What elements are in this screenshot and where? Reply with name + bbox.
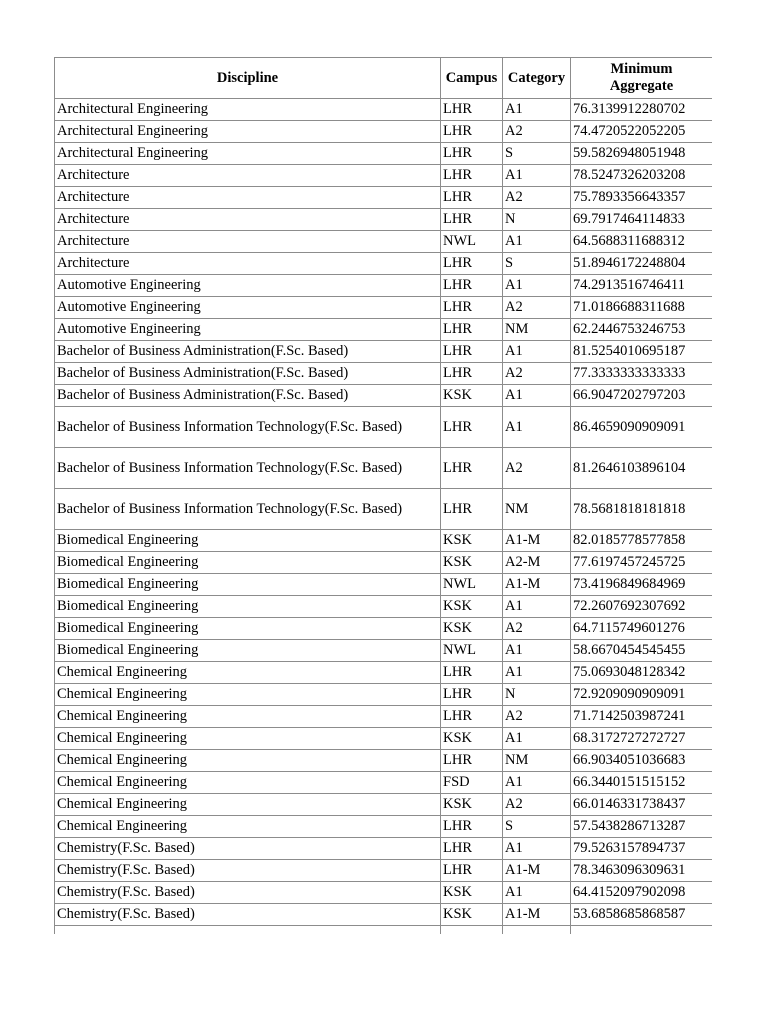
table-body xyxy=(55,99,713,935)
category-cell: A1-M xyxy=(503,904,571,926)
category-cell: S xyxy=(503,253,571,275)
campus-cell: KSK xyxy=(441,552,503,574)
table-row xyxy=(55,662,713,684)
campus-cell: LHR xyxy=(441,706,503,728)
table-row xyxy=(55,706,713,728)
aggregate-cell: 71.7142503987241 xyxy=(571,706,713,728)
category-cell xyxy=(503,926,571,935)
table-row xyxy=(55,904,713,926)
discipline-cell: Chemical Engineering xyxy=(55,794,441,816)
campus-cell: LHR xyxy=(441,121,503,143)
aggregate-cell: 79.5263157894737 xyxy=(571,838,713,860)
aggregate-cell: 76.3139912280702 xyxy=(571,99,713,121)
discipline-cell: Bachelor of Business Administration(F.Sc. Based) xyxy=(55,385,441,407)
discipline-cell: Chemistry(F.Sc. Based) xyxy=(55,904,441,926)
category-cell: A1 xyxy=(503,662,571,684)
category-cell: A1-M xyxy=(503,860,571,882)
discipline-cell: Architecture xyxy=(55,253,441,275)
discipline-cell: Architecture xyxy=(55,231,441,253)
campus-cell: NWL xyxy=(441,231,503,253)
table-row xyxy=(55,489,713,530)
aggregate-cell xyxy=(571,926,713,935)
category-cell: A1-M xyxy=(503,574,571,596)
table-row xyxy=(55,926,713,935)
table-header-row xyxy=(55,58,713,99)
discipline-cell: Biomedical Engineering xyxy=(55,552,441,574)
table-row xyxy=(55,530,713,552)
document-page xyxy=(54,57,712,934)
campus-cell: LHR xyxy=(441,187,503,209)
table-row xyxy=(55,341,713,363)
category-cell: A1 xyxy=(503,407,571,448)
aggregate-cell: 78.5247326203208 xyxy=(571,165,713,187)
category-cell: A2 xyxy=(503,363,571,385)
table-row xyxy=(55,253,713,275)
category-cell: NM xyxy=(503,319,571,341)
aggregate-cell: 53.6858685868587 xyxy=(571,904,713,926)
table-row xyxy=(55,838,713,860)
header-minimum-aggregate: Minimum Aggregate xyxy=(571,58,713,99)
discipline-cell: Bachelor of Business Administration(F.Sc. Based) xyxy=(55,363,441,385)
campus-cell: LHR xyxy=(441,253,503,275)
discipline-cell: Biomedical Engineering xyxy=(55,574,441,596)
campus-cell: KSK xyxy=(441,618,503,640)
aggregate-cell: 69.7917464114833 xyxy=(571,209,713,231)
campus-cell: LHR xyxy=(441,319,503,341)
aggregate-cell: 66.3440151515152 xyxy=(571,772,713,794)
category-cell: A2 xyxy=(503,448,571,489)
aggregate-cell: 66.9034051036683 xyxy=(571,750,713,772)
campus-cell: LHR xyxy=(441,838,503,860)
aggregate-cell: 59.5826948051948 xyxy=(571,143,713,165)
campus-cell: KSK xyxy=(441,794,503,816)
category-cell: A1 xyxy=(503,838,571,860)
table-row xyxy=(55,552,713,574)
table-row xyxy=(55,165,713,187)
category-cell: A2 xyxy=(503,187,571,209)
category-cell: A1-M xyxy=(503,530,571,552)
campus-cell: FSD xyxy=(441,772,503,794)
discipline-cell: Chemical Engineering xyxy=(55,684,441,706)
campus-cell: NWL xyxy=(441,640,503,662)
table-row xyxy=(55,187,713,209)
campus-cell: KSK xyxy=(441,882,503,904)
campus-cell: LHR xyxy=(441,275,503,297)
discipline-cell: Automotive Engineering xyxy=(55,319,441,341)
campus-cell: LHR xyxy=(441,816,503,838)
aggregate-cell: 82.0185778577858 xyxy=(571,530,713,552)
header-campus: Campus xyxy=(441,58,503,99)
campus-cell: LHR xyxy=(441,407,503,448)
table-row xyxy=(55,860,713,882)
table-row xyxy=(55,121,713,143)
campus-cell: LHR xyxy=(441,143,503,165)
discipline-cell: Architecture xyxy=(55,187,441,209)
category-cell: A1 xyxy=(503,596,571,618)
category-cell: A1 xyxy=(503,99,571,121)
aggregate-cell: 66.9047202797203 xyxy=(571,385,713,407)
campus-cell xyxy=(441,926,503,935)
merit-table xyxy=(54,57,712,934)
table-row xyxy=(55,640,713,662)
discipline-cell: Architectural Engineering xyxy=(55,121,441,143)
campus-cell: LHR xyxy=(441,99,503,121)
discipline-cell: Architecture xyxy=(55,165,441,187)
aggregate-cell: 64.7115749601276 xyxy=(571,618,713,640)
discipline-cell: Chemical Engineering xyxy=(55,706,441,728)
aggregate-cell: 51.8946172248804 xyxy=(571,253,713,275)
campus-cell: KSK xyxy=(441,728,503,750)
table-row xyxy=(55,794,713,816)
aggregate-cell: 71.0186688311688 xyxy=(571,297,713,319)
campus-cell: LHR xyxy=(441,489,503,530)
discipline-cell: Bachelor of Business Information Technology(F.Sc. Based) xyxy=(55,489,441,530)
table-row xyxy=(55,816,713,838)
campus-cell: KSK xyxy=(441,385,503,407)
aggregate-cell: 64.4152097902098 xyxy=(571,882,713,904)
table-row xyxy=(55,231,713,253)
discipline-cell: Chemical Engineering xyxy=(55,750,441,772)
discipline-cell: Chemistry(F.Sc. Based) xyxy=(55,882,441,904)
discipline-cell: Biomedical Engineering xyxy=(55,596,441,618)
discipline-cell: Chemical Engineering xyxy=(55,662,441,684)
campus-cell: KSK xyxy=(441,904,503,926)
aggregate-cell: 77.6197457245725 xyxy=(571,552,713,574)
campus-cell: LHR xyxy=(441,662,503,684)
discipline-cell: Chemistry(F.Sc. Based) xyxy=(55,838,441,860)
category-cell: S xyxy=(503,143,571,165)
category-cell: A1 xyxy=(503,772,571,794)
aggregate-cell: 72.2607692307692 xyxy=(571,596,713,618)
campus-cell: KSK xyxy=(441,530,503,552)
discipline-cell: Architectural Engineering xyxy=(55,143,441,165)
discipline-cell: Biomedical Engineering xyxy=(55,530,441,552)
aggregate-cell: 57.5438286713287 xyxy=(571,816,713,838)
aggregate-cell: 62.2446753246753 xyxy=(571,319,713,341)
table-row xyxy=(55,363,713,385)
aggregate-cell: 81.2646103896104 xyxy=(571,448,713,489)
category-cell: A2 xyxy=(503,121,571,143)
category-cell: N xyxy=(503,209,571,231)
table-row xyxy=(55,574,713,596)
discipline-cell: Architectural Engineering xyxy=(55,99,441,121)
campus-cell: LHR xyxy=(441,363,503,385)
aggregate-cell: 78.3463096309631 xyxy=(571,860,713,882)
table-row xyxy=(55,297,713,319)
header-discipline: Discipline xyxy=(55,58,441,99)
table-row xyxy=(55,99,713,121)
table-row xyxy=(55,750,713,772)
aggregate-cell: 74.2913516746411 xyxy=(571,275,713,297)
category-cell: N xyxy=(503,684,571,706)
category-cell: A2-M xyxy=(503,552,571,574)
aggregate-cell: 66.0146331738437 xyxy=(571,794,713,816)
discipline-cell: Automotive Engineering xyxy=(55,275,441,297)
campus-cell: NWL xyxy=(441,574,503,596)
aggregate-cell: 75.0693048128342 xyxy=(571,662,713,684)
table-row xyxy=(55,385,713,407)
table-row xyxy=(55,684,713,706)
aggregate-cell: 68.3172727272727 xyxy=(571,728,713,750)
category-cell: A1 xyxy=(503,341,571,363)
category-cell: S xyxy=(503,816,571,838)
discipline-cell: Bachelor of Business Information Technology(F.Sc. Based) xyxy=(55,407,441,448)
category-cell: A2 xyxy=(503,297,571,319)
discipline-cell: Chemical Engineering xyxy=(55,772,441,794)
campus-cell: LHR xyxy=(441,750,503,772)
aggregate-cell: 72.9209090909091 xyxy=(571,684,713,706)
discipline-cell: Architecture xyxy=(55,209,441,231)
table-row xyxy=(55,209,713,231)
category-cell: A1 xyxy=(503,385,571,407)
discipline-cell: Chemistry(F.Sc. Based) xyxy=(55,860,441,882)
category-cell: A1 xyxy=(503,275,571,297)
campus-cell: LHR xyxy=(441,448,503,489)
category-cell: A1 xyxy=(503,640,571,662)
aggregate-cell: 58.6670454545455 xyxy=(571,640,713,662)
discipline-cell: Biomedical Engineering xyxy=(55,618,441,640)
discipline-cell: Bachelor of Business Administration(F.Sc. Based) xyxy=(55,341,441,363)
table-row xyxy=(55,772,713,794)
category-cell: NM xyxy=(503,750,571,772)
discipline-cell: Chemical Engineering xyxy=(55,728,441,750)
table-row xyxy=(55,448,713,489)
campus-cell: LHR xyxy=(441,341,503,363)
aggregate-cell: 81.5254010695187 xyxy=(571,341,713,363)
category-cell: A1 xyxy=(503,231,571,253)
campus-cell: LHR xyxy=(441,165,503,187)
campus-cell: LHR xyxy=(441,297,503,319)
table-row xyxy=(55,319,713,341)
table-row xyxy=(55,143,713,165)
discipline-cell: Automotive Engineering xyxy=(55,297,441,319)
campus-cell: LHR xyxy=(441,684,503,706)
table-row xyxy=(55,275,713,297)
aggregate-cell: 74.4720522052205 xyxy=(571,121,713,143)
category-cell: A1 xyxy=(503,728,571,750)
table-row xyxy=(55,596,713,618)
discipline-cell: Chemical Engineering xyxy=(55,816,441,838)
campus-cell: LHR xyxy=(441,860,503,882)
table-row xyxy=(55,618,713,640)
discipline-cell xyxy=(55,926,441,935)
category-cell: A2 xyxy=(503,706,571,728)
category-cell: A1 xyxy=(503,882,571,904)
discipline-cell: Biomedical Engineering xyxy=(55,640,441,662)
aggregate-cell: 75.7893356643357 xyxy=(571,187,713,209)
table-row xyxy=(55,882,713,904)
table-row xyxy=(55,407,713,448)
aggregate-cell: 86.4659090909091 xyxy=(571,407,713,448)
aggregate-cell: 64.5688311688312 xyxy=(571,231,713,253)
table-row xyxy=(55,728,713,750)
campus-cell: LHR xyxy=(441,209,503,231)
header-category: Category xyxy=(503,58,571,99)
category-cell: A2 xyxy=(503,618,571,640)
category-cell: A2 xyxy=(503,794,571,816)
category-cell: A1 xyxy=(503,165,571,187)
campus-cell: KSK xyxy=(441,596,503,618)
aggregate-cell: 73.4196849684969 xyxy=(571,574,713,596)
discipline-cell: Bachelor of Business Information Technology(F.Sc. Based) xyxy=(55,448,441,489)
category-cell: NM xyxy=(503,489,571,530)
aggregate-cell: 77.3333333333333 xyxy=(571,363,713,385)
aggregate-cell: 78.5681818181818 xyxy=(571,489,713,530)
